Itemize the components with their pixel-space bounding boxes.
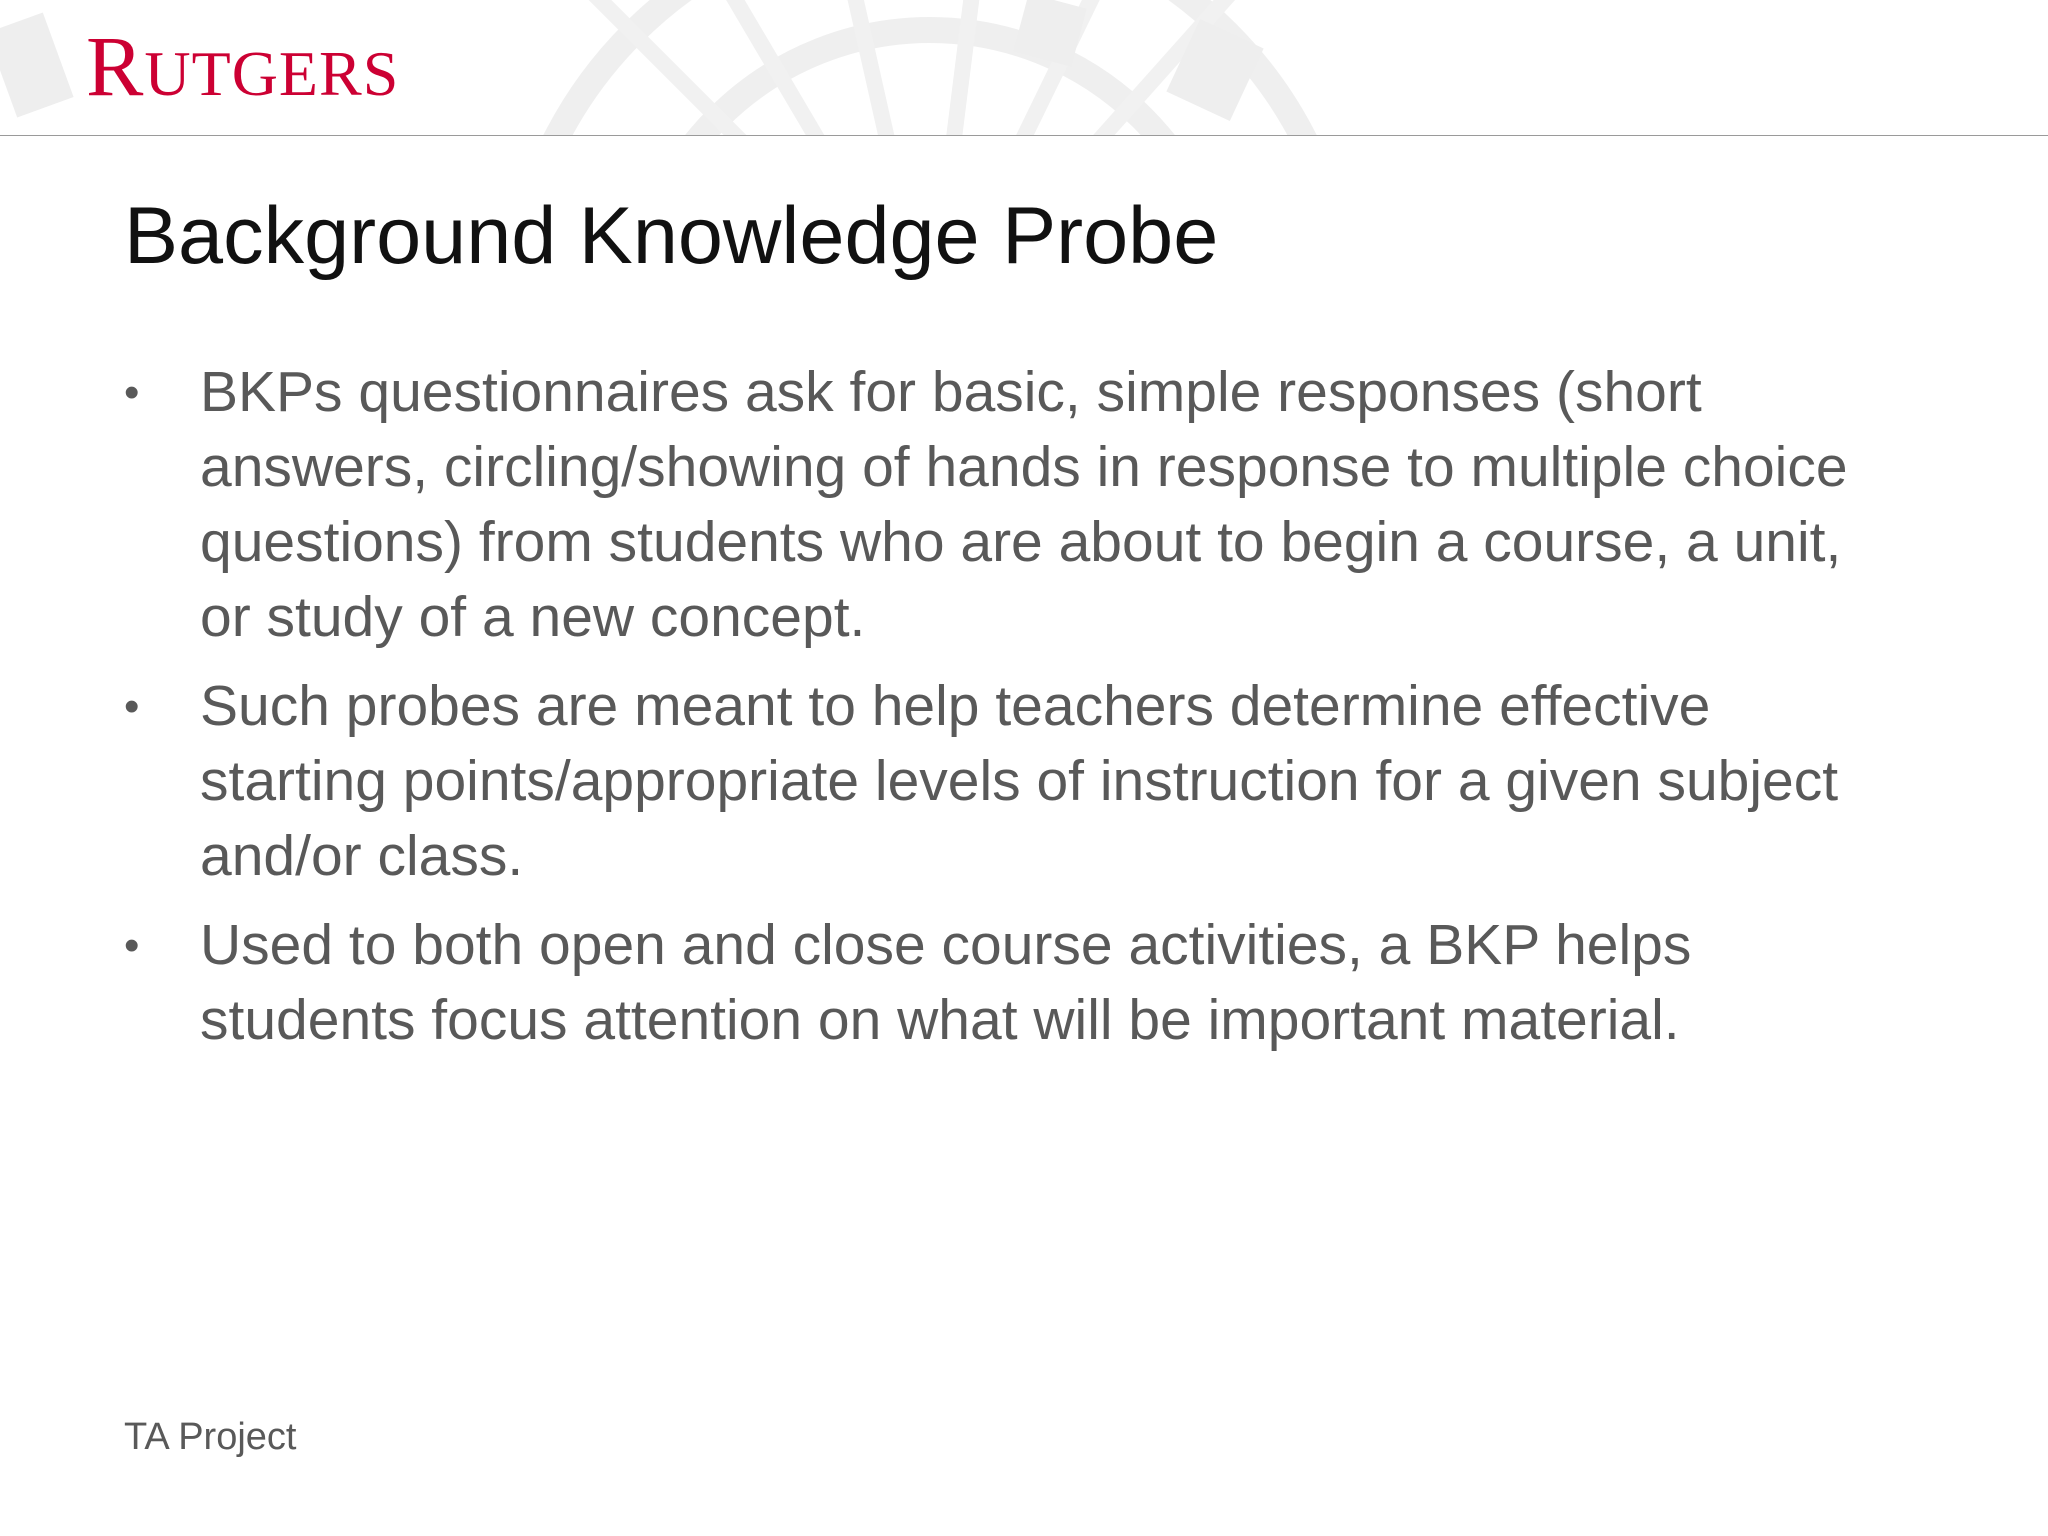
bullet-marker: •: [124, 921, 140, 970]
slide-title: Background Knowledge Probe: [124, 191, 1219, 281]
bullet-marker: •: [124, 368, 140, 417]
header-divider: [0, 135, 2048, 136]
bullet-marker: •: [124, 682, 140, 731]
bullet-item-3: [124, 908, 1904, 1058]
bullet-text-2: Such probes are meant to help teachers determine effective starting points/appropriate levels of instruction for a given subject and/or class.: [200, 674, 1839, 888]
bullet-item-2: [124, 669, 1904, 894]
bullet-item-1: [124, 355, 1904, 655]
bullet-text-1: BKPs questionnaires ask for basic, simple responses (short answers, circling/showing of hands in response to multiple choice questions) from students who are about to begin a course, a unit, or study of a new concept.: [200, 360, 1848, 649]
logo-rest: UTGERS: [144, 38, 400, 109]
bullet-list: [124, 355, 1904, 1072]
logo-initial: R: [86, 18, 145, 114]
footer-text: TA Project: [124, 1416, 297, 1458]
header-band: [0, 0, 2048, 136]
bullet-text-3: Used to both open and close course activities, a BKP helps students focus attention on what will be important material.: [200, 913, 1692, 1052]
rutgers-logo: [86, 18, 400, 114]
